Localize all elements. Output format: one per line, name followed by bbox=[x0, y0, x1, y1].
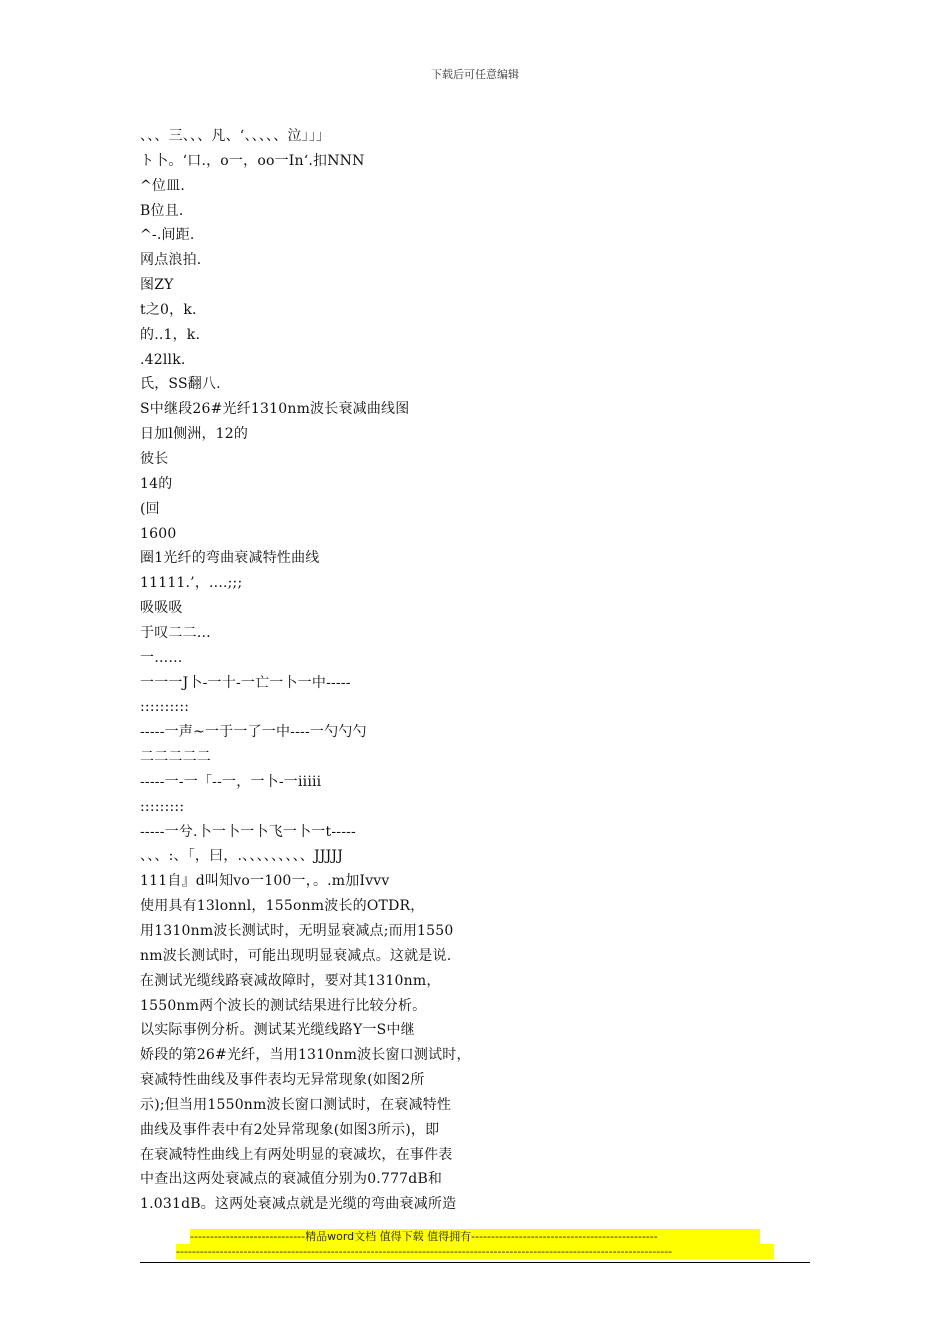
body-line: 娇段的第26#光纤，当用1310nm波长窗口测试时， bbox=[140, 1047, 471, 1064]
body-line: ^-.间距. bbox=[140, 227, 195, 244]
body-line: :::::::::: bbox=[140, 699, 190, 716]
body-line: -----一声~一于一了一中----一勺勺勺 bbox=[140, 724, 367, 741]
body-line: 一…… bbox=[140, 649, 183, 666]
body-line: -----一兮.卜一卜一卜飞一卜一t----- bbox=[140, 823, 356, 840]
body-line: B位且. bbox=[140, 202, 184, 219]
body-line: 1550nm两个波长的测试结果进行比较分析。 bbox=[140, 997, 427, 1014]
body-line: 的..1，k. bbox=[140, 326, 201, 343]
body-line: ト卜。‘口.，o一，oo一In‘.扣NNN bbox=[140, 152, 365, 169]
body-line: 二二二二二 bbox=[140, 749, 211, 766]
body-line: 吸吸吸 bbox=[140, 600, 183, 617]
body-line: 用1310nm波长测试时，无明显衰减点;而用1550 bbox=[140, 923, 454, 939]
body-line: -----一-一「--一，一卜-一iiiii bbox=[140, 773, 322, 790]
body-line: .42llk. bbox=[140, 351, 186, 368]
body-line: 在衰减特性曲线上有两处明显的衰减坎，在事件表 bbox=[140, 1146, 453, 1163]
body-line: 一一一J卜-一十-一亡一卜一中----- bbox=[140, 674, 351, 691]
body-line: 、、、三、、、凡、‘、、、、、泣」」」 bbox=[140, 128, 331, 144]
body-line: (回 bbox=[140, 500, 160, 517]
page-header-note: 下载后可任意编辑 bbox=[431, 68, 519, 81]
body-line: nm波长测试时，可能出现明显衰减点。这就是说. bbox=[140, 947, 452, 964]
body-line: 网点浪拍. bbox=[140, 252, 202, 269]
body-line: 衰减特性曲线及事件表均无异常现象(如图2所 bbox=[140, 1072, 425, 1089]
footer-banner-line-2: ----------------------------------------------------------------------------------------------------------------------------- bbox=[176, 1244, 774, 1259]
body-line: 氏，SS翻八. bbox=[140, 376, 221, 393]
footer-divider bbox=[140, 1262, 810, 1263]
body-line: 1.031dB。这两处衰减点就是光缆的弯曲衰减所造 bbox=[140, 1196, 457, 1213]
body-line: 14的 bbox=[140, 475, 173, 492]
body-line: 、、、:、「，曰，.、、、、、、、、、JJJJJ bbox=[140, 848, 344, 865]
body-line: 在测试光缆线路衰减故障时，要对其1310nm， bbox=[140, 972, 441, 989]
body-line: t之0，k. bbox=[140, 301, 197, 318]
footer-banner bbox=[176, 1229, 774, 1259]
body-line: 中查出这两处衰减点的衰减值分别为0.777dB和 bbox=[140, 1171, 443, 1188]
body-line: 日加l侧洲，12的 bbox=[140, 426, 249, 443]
body-line: 于叹二二… bbox=[140, 624, 211, 641]
body-line: S中继段26#光纤1310nm波长衰减曲线图 bbox=[140, 401, 410, 418]
body-line: 以实际事例分析。测试某光缆线路Y一S中继 bbox=[140, 1022, 415, 1039]
body-line: 示);但当用1550nm波长窗口测试时，在衰减特性 bbox=[140, 1096, 452, 1113]
body-line: 1600 bbox=[140, 525, 177, 542]
body-line: 11111.’，....;;; bbox=[140, 575, 243, 592]
body-line: 111自』d叫知vo一100一，。.m加Ivvv bbox=[140, 873, 390, 890]
footer-banner-line-1: -----------------------------精品word文档 值得下载 值得拥有----------------------------------------------- bbox=[190, 1229, 760, 1244]
body-line: 曲线及事件表中有2处异常现象(如图3所示)，即 bbox=[140, 1121, 440, 1138]
document-body bbox=[140, 124, 520, 1217]
body-line: ^位皿. bbox=[140, 177, 185, 194]
body-line: 圈1光纤的弯曲衰减特性曲线 bbox=[140, 550, 320, 567]
body-line: 彼长 bbox=[140, 450, 169, 467]
body-line: 图ZY bbox=[140, 277, 174, 294]
body-line: 使用具有13lonnl，155onm波长的OTDR， bbox=[140, 898, 425, 915]
body-line: ::::::::: bbox=[140, 798, 185, 815]
